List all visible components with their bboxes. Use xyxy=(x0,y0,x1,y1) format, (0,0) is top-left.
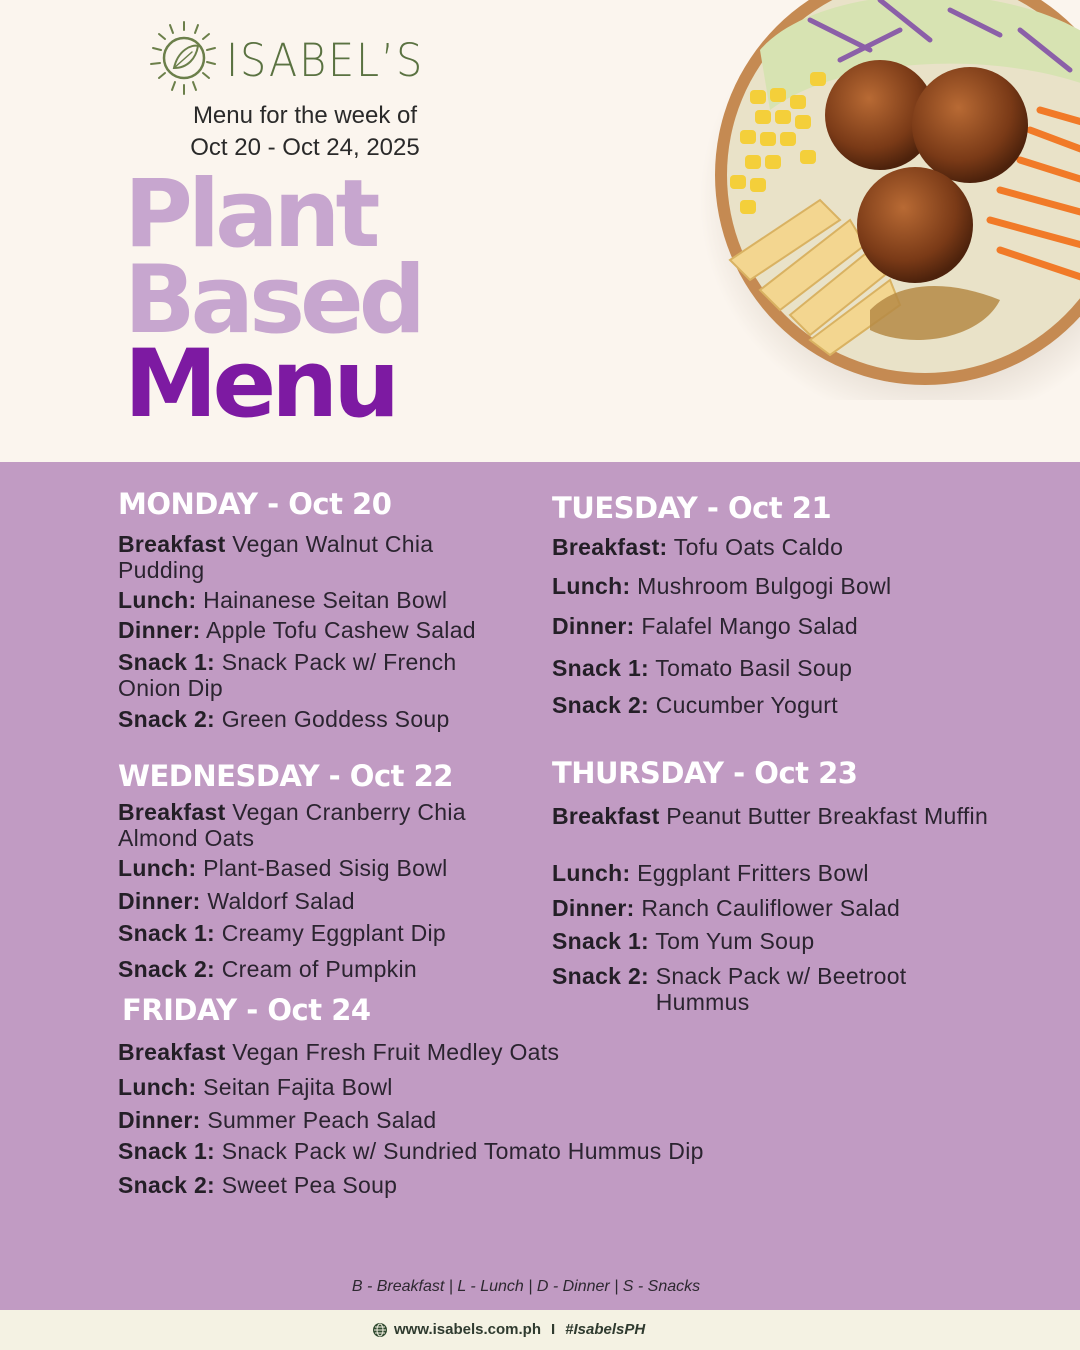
footer-separator: I xyxy=(550,1321,556,1338)
week-line-2: Oct 20 - Oct 24, 2025 xyxy=(190,134,420,161)
tuesday-heading: TUESDAY - Oct 21 xyxy=(552,491,832,525)
friday-dinner: Dinner: Summer Peach Salad xyxy=(118,1107,437,1133)
title-menu: Menu xyxy=(124,330,396,439)
title-plant: Plant xyxy=(124,160,376,269)
wednesday-lunch: Lunch: Plant-Based Sisig Bowl xyxy=(118,855,448,881)
thursday-heading: THURSDAY - Oct 23 xyxy=(552,756,858,790)
meal-legend: B - Breakfast | L - Lunch | D - Dinner | S - Snacks xyxy=(351,1278,701,1295)
monday-breakfast: Breakfast Vegan Walnut Chia Pudding xyxy=(118,531,434,583)
globe-icon xyxy=(372,1322,388,1338)
friday-snack-2: Snack 2: Sweet Pea Soup xyxy=(118,1172,398,1198)
monday-heading: MONDAY - Oct 20 xyxy=(118,487,392,521)
thursday-snack-1: Snack 1: Tom Yum Soup xyxy=(552,928,815,954)
week-line-1: Menu for the week of xyxy=(192,102,418,129)
brand-logo[interactable] xyxy=(148,20,441,100)
thursday-dinner: Dinner: Ranch Cauliflower Salad xyxy=(552,895,901,921)
wednesday-breakfast: Breakfast Vegan Cranberry Chia Almond Oats xyxy=(118,799,466,851)
wednesday-snack-2: Snack 2: Cream of Pumpkin xyxy=(118,956,417,982)
thursday-lunch: Lunch: Eggplant Fritters Bowl xyxy=(552,860,869,886)
wednesday-dinner: Dinner: Waldorf Salad xyxy=(118,888,355,914)
thursday-snack-2: Snack 2: Snack Pack w/ Beetroot Hummus xyxy=(552,963,907,1015)
monday-snack-2: Snack 2: Green Goddess Soup xyxy=(118,706,450,732)
thursday-breakfast: Breakfast Peanut Butter Breakfast Muffin xyxy=(552,803,989,829)
hero-section xyxy=(0,0,1080,462)
friday-heading: FRIDAY - Oct 24 xyxy=(122,993,371,1027)
website-link[interactable]: www.isabels.com.ph xyxy=(394,1321,541,1338)
friday-snack-1: Snack 1: Snack Pack w/ Sundried Tomato Hummus Dip xyxy=(118,1138,704,1164)
friday-lunch: Lunch: Seitan Fajita Bowl xyxy=(118,1074,393,1100)
salad-bowl-image xyxy=(700,0,1080,400)
week-label xyxy=(120,100,490,164)
footer xyxy=(0,1310,1080,1350)
title-based: Based xyxy=(124,246,422,355)
monday-dinner: Dinner: Apple Tofu Cashew Salad xyxy=(118,617,476,643)
monday-lunch: Lunch: Hainanese Seitan Bowl xyxy=(118,587,448,613)
tuesday-breakfast: Breakfast: Tofu Oats Caldo xyxy=(552,534,844,560)
hashtag-link[interactable]: #IsabelsPH xyxy=(565,1321,646,1338)
tuesday-dinner: Dinner: Falafel Mango Salad xyxy=(552,613,858,639)
monday-snack-1: Snack 1: Snack Pack w/ French Onion Dip xyxy=(118,649,457,701)
sun-leaf-icon xyxy=(148,20,220,100)
footer-links xyxy=(372,1321,645,1338)
wednesday-snack-1: Snack 1: Creamy Eggplant Dip xyxy=(118,920,447,946)
tuesday-snack-1: Snack 1: Tomato Basil Soup xyxy=(552,655,853,681)
tuesday-lunch: Lunch: Mushroom Bulgogi Bowl xyxy=(552,573,892,599)
tuesday-snack-2: Snack 2: Cucumber Yogurt xyxy=(552,692,838,718)
brand-name: ISABEL’S xyxy=(226,33,425,87)
friday-breakfast: Breakfast Vegan Fresh Fruit Medley Oats xyxy=(118,1039,560,1065)
wednesday-heading: WEDNESDAY - Oct 22 xyxy=(118,759,453,793)
